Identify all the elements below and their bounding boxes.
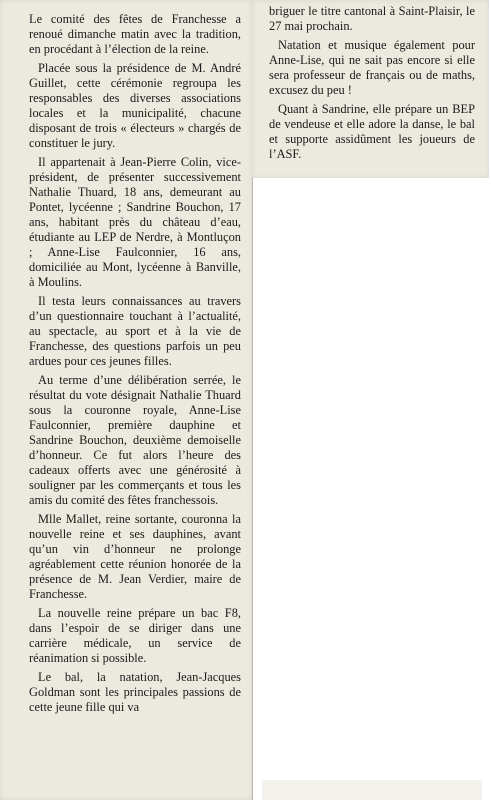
paragraph: Il testa leurs connaissances au travers d’un questionnaire touchant à l’actualité, au spectacle, au sport et à la vie de Franchesse, des questions parfois un peu ardues pour ces jeunes filles.: [29, 294, 241, 368]
paragraph: Le comité des fêtes de Franchesse a renoué dimanche matin avec la tradition, en procédant à l’élection de la reine.: [29, 12, 241, 56]
paragraph: Placée sous la présidence de M. André Guillet, cette cérémonie regroupa les responsables des diverses associations locales et la municipalité, chacune disposant de trois « électeurs » chargés de constituer le jury.: [29, 61, 241, 150]
paragraph: La nouvelle reine prépare un bac F8, dans l’espoir de se diriger dans une carrière médicale, un service de réanimation si possible.: [29, 606, 241, 665]
bleed-through-text: [262, 780, 482, 800]
paragraph: briguer le titre cantonal à Saint-Plaisir, le 27 mai prochain.: [269, 4, 475, 33]
article-right-column: [269, 4, 475, 166]
paragraph: Natation et musique également pour Anne-Lise, qui ne sait pas encore si elle sera professeur de français ou de maths, excusez du peu !: [269, 38, 475, 97]
paragraph: Quant à Sandrine, elle prépare un BEP de vendeuse et elle adore la danse, le bal et supporte assidûment les joueurs de l’ASF.: [269, 102, 475, 161]
paragraph: Au terme d’une délibération serrée, le résultat du vote désignait Nathalie Thuard sous la couronne royale, Anne-Lise Faulconnier, première dauphine et Sandrine Bouchon, deuxième demoiselle d’honneur. Ce fut alors l’heure des cadeaux offerts avec une générosité à souligner par les commerçants et tous les amis du comité des fêtes franchessois.: [29, 373, 241, 507]
paragraph: Le bal, la natation, Jean-Jacques Goldman sont les principales passions de cette jeune fille qui va: [29, 670, 241, 714]
article-left-column: [29, 12, 241, 719]
paragraph: Mlle Mallet, reine sortante, couronna la nouvelle reine et ses dauphines, avant qu’un vin d’honneur ne prolonge agréablement cette réunion honorée de la présence de M. Jean Verdier, maire de Franchesse.: [29, 512, 241, 601]
paragraph: Il appartenait à Jean-Pierre Colin, vice-président, de présenter successivement Nathalie Thuard, 18 ans, demeurant au Pontet, lycéenne ; Sandrine Bouchon, 17 ans, habitant près du château d’eau, étudiante au LEP de Nerdre, à Montluçon ; Anne-Lise Faulconnier, 16 ans, domiciliée au Mont, lycéenne à Banville, à Moulins.: [29, 155, 241, 289]
